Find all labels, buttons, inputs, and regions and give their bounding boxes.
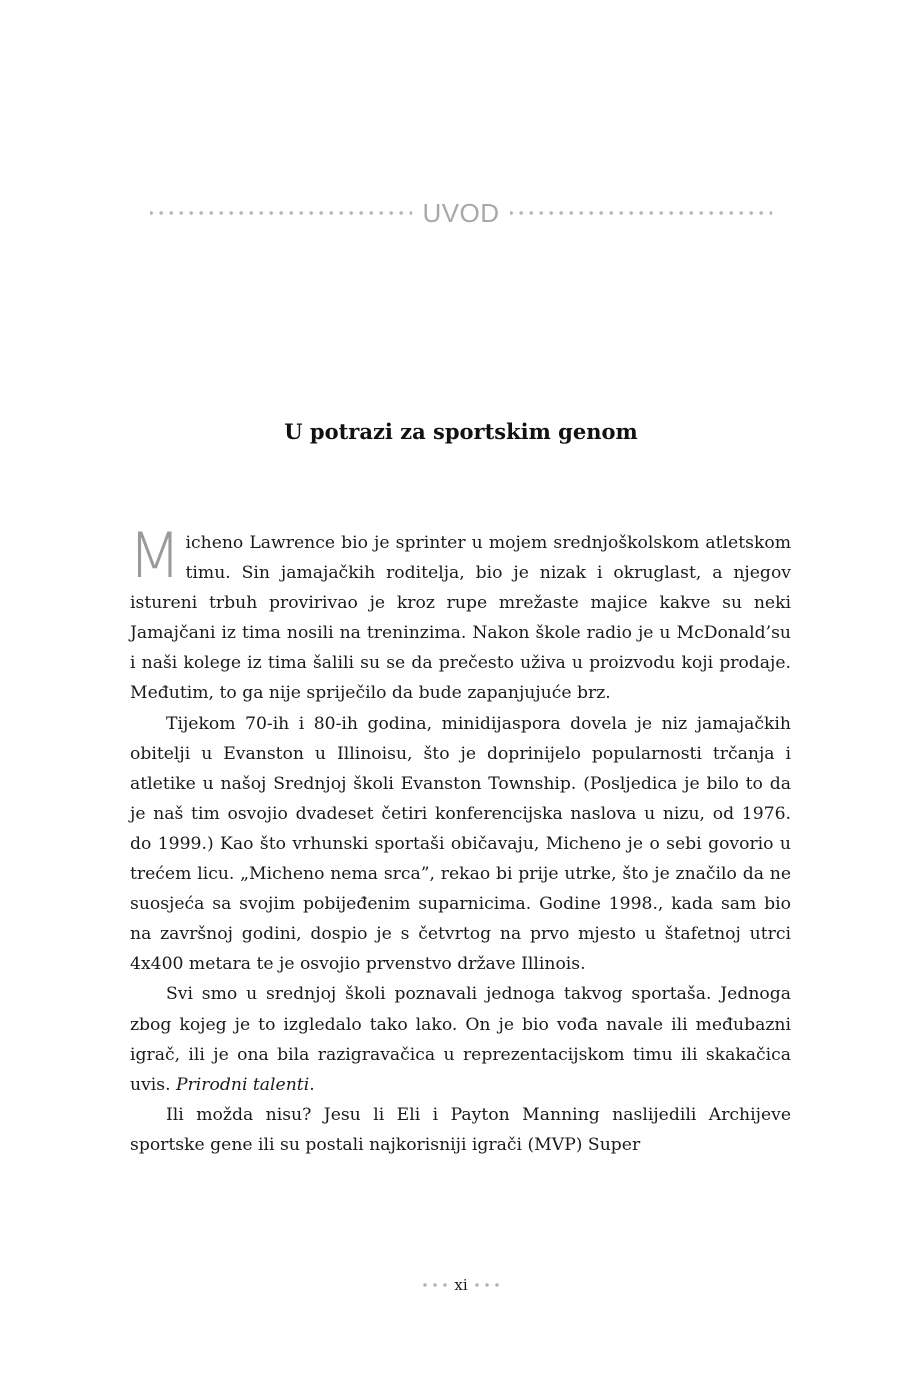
right-dot-leader — [510, 211, 772, 215]
paragraph-3-end: . — [309, 1074, 315, 1095]
paragraph-4: Ili možda nisu? Jesu li Eli i Payton Manning naslijedili Archijeve sportske gene ili su postali najkorisniji igrači (MVP) Super — [130, 1104, 791, 1155]
paragraph-1 — [128, 519, 791, 709]
paragraph-3-text: Svi smo u srednjoj školi poznavali jednoga takvog sportaša. Jednoga zbog kojeg je to izgledalo tako lako. On je bio vođa navale ili međubazni igrač, ili je ona bila razigravačica u reprezentacijskom timu ili skakačica uvis. — [130, 984, 791, 1095]
footer-right-dots — [472, 1283, 502, 1287]
left-dot-leader — [150, 211, 412, 215]
paragraph-3-italic: Prirodni talenti — [176, 1074, 310, 1095]
footer-left-dots — [420, 1283, 450, 1287]
drop-cap: M — [128, 519, 182, 592]
paragraph-3 — [130, 979, 791, 1099]
page-footer — [0, 1276, 922, 1294]
chapter-title: U potrazi za sportskim genom — [284, 419, 638, 444]
section-label: UVOD — [422, 198, 500, 228]
page-number: xi — [454, 1276, 468, 1294]
body-text — [128, 519, 791, 1160]
paragraph-2: Tijekom 70-ih i 80-ih godina, minidijaspora dovela je niz jamajačkih obitelji u Evanston u Illinoisu, što je doprinijelo popularnosti trčanja i atletike u našoj Srednjoj školi Evanston Township. (Posljedica je bilo to da je naš tim osvojio dvadeset četiri konferencijska naslova u nizu, od 1976. do 1999.) Kao što vrhunski sportaši običavaju, Micheno je o sebi govorio u trećem licu. „Micheno nema srca”, rekao bi prije utrke, što je značilo da ne suosjeća sa svojim pobijeđenim suparnicima. Godine 1998., kada sam bio na završnoj godini, dospio je s četvrtog na prvo mjesto u štafetnoj utrci 4x400 metara te je osvojio prvenstvo države Illinois. — [130, 713, 791, 975]
section-header — [150, 196, 772, 230]
paragraph-1-text: icheno Lawrence bio je sprinter u mojem srednjoškolskom atletskom timu. Sin jamajačkih roditelja, bio je nizak i okruglast, a njegov istureni trbuh provirivao je kroz rupe mrežaste majice kakve su neki Jamajčani iz tima nosili na treninzima. Nakon škole radio je u McDonald’su i naši kolege iz tima šalili su se da prečesto uživa u proizvodu koji prodaje. Međutim, to ga nije spriječilo da bude zapanjujuće brz. — [130, 533, 791, 704]
